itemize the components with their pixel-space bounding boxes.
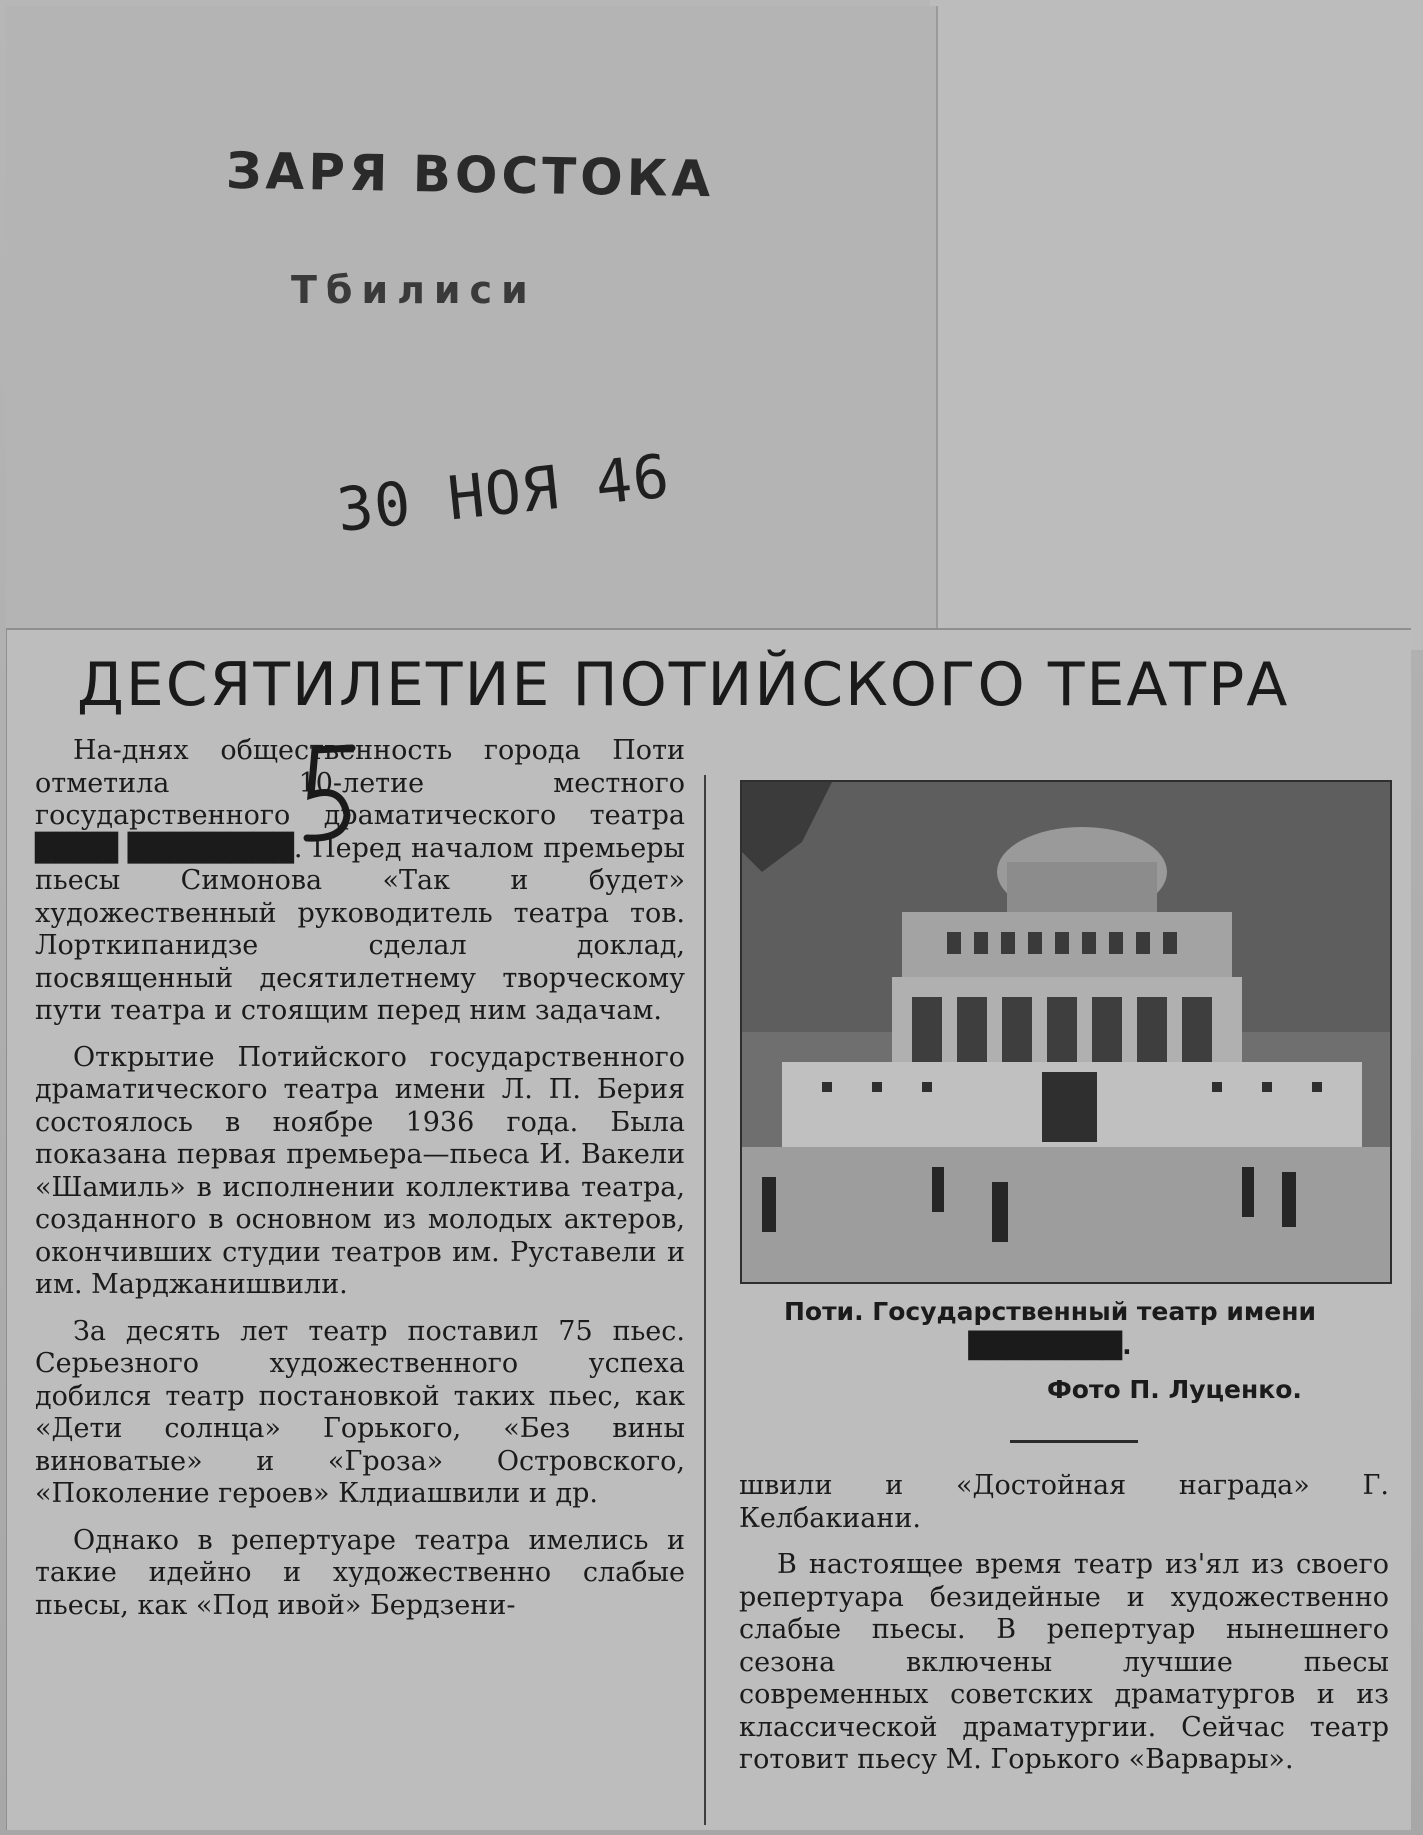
city-stamp: Тбилиси bbox=[291, 268, 537, 312]
article-paragraph: Однако в репертуаре театра имелись и такие идейно и художественно слабые пьесы, как «Под ивой» Бердзени- bbox=[35, 1524, 685, 1621]
article-paragraph: За десять лет театр поставил 75 пьес. Серьезного художественного успеха добился театр постановкой таких пьес, как «Дети солнца» Горького, «Без вины виноватые» и «Гроза» Островского, «Поколение героев» Клдиашвили и др. bbox=[35, 1315, 685, 1509]
newspaper-clipping bbox=[6, 628, 1411, 1830]
archive-stamp-slip bbox=[6, 6, 938, 646]
article-paragraph: На-днях общественность города Поти отметила 10-летие местного государственного драматического театра ████ ████████. Перед началом премьеры пьесы Симонова «Так и будет» художественный руководитель театра тов. Лорткипанидзе сделал доклад, посвященный десятилетнему творческому пути театра и стоящим перед ним задачам. bbox=[35, 735, 685, 1026]
article-headline: ДЕСЯТИЛЕТИЕ ПОТИЙСКОГО ТЕАТРА bbox=[77, 650, 1290, 720]
photo-credit: Фото П. Луценко. bbox=[1047, 1375, 1302, 1404]
section-rule bbox=[1010, 1440, 1138, 1443]
column-divider bbox=[704, 775, 706, 1825]
article-paragraph: швили и «Достойная награда» Г. Келбакиани. bbox=[739, 1470, 1389, 1534]
photo-caption: Поти. Государственный театр имени ████████. bbox=[783, 1297, 1317, 1360]
article-left-column bbox=[35, 735, 685, 1636]
date-stamp: 30 НОЯ 46 bbox=[333, 441, 674, 546]
article-paragraph: Открытие Потийского государственного драматического театра имени Л. П. Берия состоялось в ноябре 1936 года. Была показана первая премьера—пьеса И. Вакели «Шамиль» в исполнении коллектива театра, созданного в основном из молодых актеров, окончивших студии театров им. Руставели и им. Марджанишвили. bbox=[35, 1041, 685, 1300]
theatre-photo bbox=[740, 780, 1392, 1284]
backing-paper-right bbox=[930, 0, 1423, 650]
article-paragraph: В настоящее время театр из'ял из своего репертуара безидейные и художественно слабые пьесы. В репертуар нынешнего сезона включены лучшие пьесы современных советских драматургов и из классической драматургии. Сейчас театр готовит пьесу М. Горького «Варвары». bbox=[739, 1549, 1389, 1775]
article-right-column bbox=[739, 1470, 1389, 1791]
publication-stamp: ЗАРЯ ВОСТОКА bbox=[225, 141, 715, 209]
